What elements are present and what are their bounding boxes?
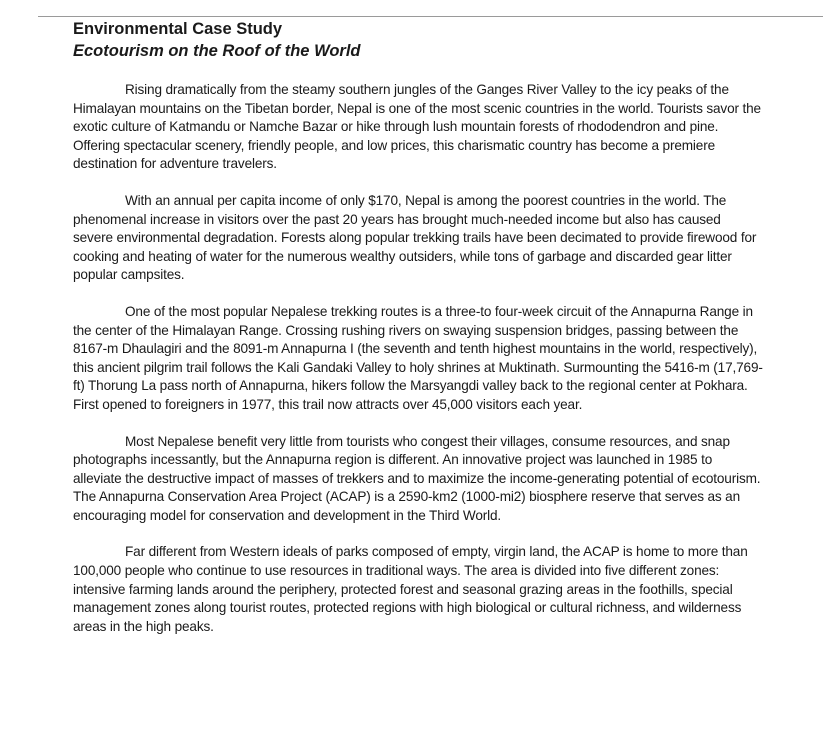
paragraph-trekking-route: One of the most popular Nepalese trekking routes is a three-to four-week circuit of the Annapurna Range in the center of the Himalayan Range. Crossing rushing rivers on swaying suspension bridges, passing between the 8167-m Dhaulagiri and the 8091-m Annapurna I (the seventh and tenth highest mountains in the world, respectively), this ancient pilgrim trail follows the Kali Gandaki Valley to holy shrines at Muktinath. Surmounting the 5416-m (17,769-ft) Thorung La pass north of Annapurna, hikers follow the Marsyangdi valley back to the regional center at Pokhara. First opened to foreigners in 1977, this trail now attracts over 45,000 visitors each year. (73, 303, 763, 412)
paragraph-zones: Far different from Western ideals of parks composed of empty, virgin land, the ACAP is home to more than 100,000 people who continue to use resources in traditional ways. The area is divided into five different zones: intensive farming lands around the periphery, protected forest and seasonal grazing areas in the foothills, special management zones along tourist routes, protected regions with high biological or cultural richness, and wilderness areas in the high peaks. (73, 544, 748, 634)
paragraph-intro: Rising dramatically from the steamy southern jungles of the Ganges River Valley to the icy peaks of the Himalayan mountains on the Tibetan border, Nepal is one of the most scenic countries in the world. Tourists savor the exotic culture of Katmandu or Namche Bazar or hike through lush mountain forests of rhododendron and pine. Offering spectacular scenery, friendly people, and low prices, this charismatic country has become a premiere destination for adventure travelers. (73, 82, 761, 172)
paragraph-income: With an annual per capita income of only $170, Nepal is among the poorest countries in the world. The phenomenal increase in visitors over the past 20 years has brought much-needed income but also has caused severe environmental degradation. Forests along popular trekking trails have been decimated to provide firewood for cooking and heating of water for the numerous wealthy outsiders, while tons of garbage and discarded gear litter popular campsites. (73, 192, 757, 283)
paragraph-acap: Most Nepalese benefit very little from tourists who congest their villages, consume resources, and snap photographs incessantly, but the Annapurna region is different. An innovative project was launched in 1985 to alleviate the destructive impact of masses of trekkers and to maximize the income-generating potential of ecotourism. The Annapurna Conservation Area Project (ACAP) is a 2590-km2 (1000-mi2) biosphere reserve that serves as an encouraging model for conservation and development in the Third World. (73, 433, 761, 523)
document-title: Environmental Case Study (73, 20, 283, 38)
document-subtitle: Ecotourism on the Roof of the World (73, 42, 361, 60)
top-divider (38, 16, 823, 17)
document-page (73, 19, 763, 654)
